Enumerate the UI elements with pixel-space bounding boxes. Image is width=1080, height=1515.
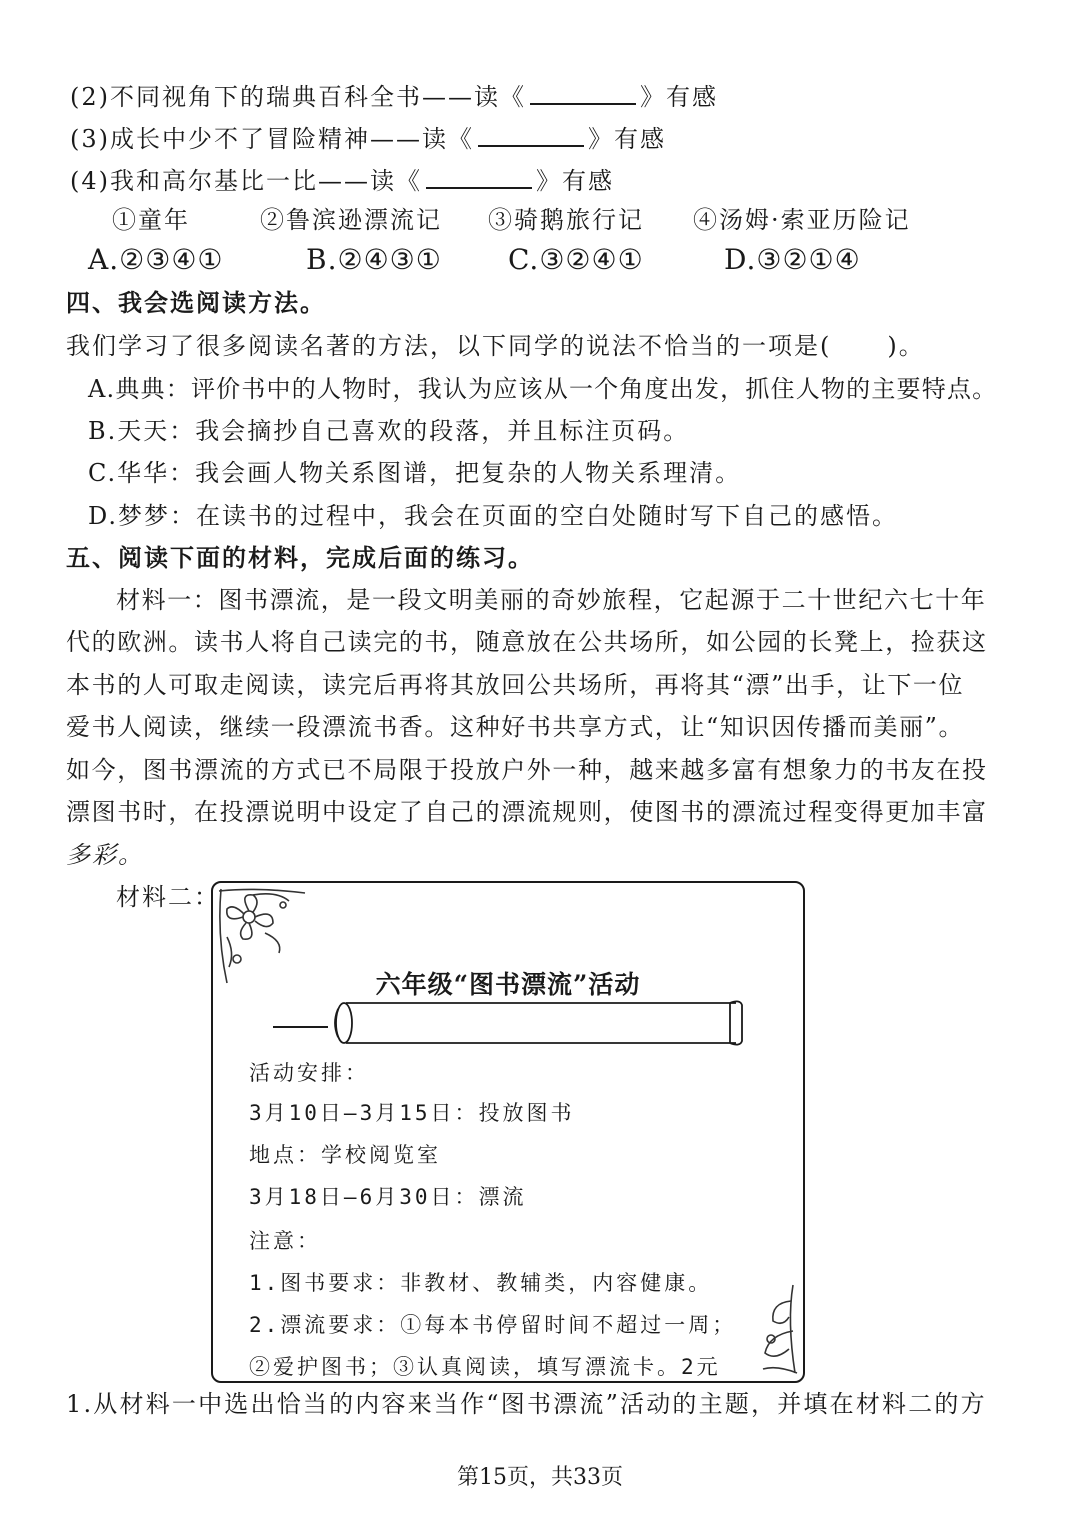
answer-blank[interactable] bbox=[478, 121, 584, 147]
material1-line: 多彩。 bbox=[66, 841, 144, 869]
answer-blank[interactable] bbox=[530, 79, 636, 105]
book-options bbox=[112, 205, 911, 235]
poster-line: 地点：学校阅览室 bbox=[249, 1143, 441, 1167]
book-option: ②鲁滨逊漂流记 bbox=[260, 206, 442, 234]
activity-poster bbox=[211, 881, 805, 1383]
material1-line: 爱书人阅读，继续一段漂流书香。这种好书共享方式，让“知识因传播而美丽”。 bbox=[66, 713, 965, 741]
material1-line: 漂图书时，在投漂说明中设定了自己的漂流规则，使图书的漂流过程变得更加丰富 bbox=[66, 798, 988, 826]
poster-line: ②爱护图书；③认真阅读，填写漂流卡。2元 bbox=[249, 1355, 721, 1379]
poster-line: 3月18日—6月30日：漂流 bbox=[249, 1185, 527, 1209]
question-1: 1.从材料一中选出恰当的内容来当作“图书漂流”活动的主题，并填在材料二的方 bbox=[66, 1390, 987, 1418]
poster-line: 2.漂流要求：①每本书停留时间不超过一周； bbox=[249, 1313, 737, 1337]
section4-heading: 四、我会选阅读方法。 bbox=[66, 288, 326, 317]
theme-blank-line[interactable] bbox=[273, 1026, 328, 1028]
poster-title: 六年级“图书漂流”活动 bbox=[375, 970, 641, 999]
option-d[interactable]: D.梦梦：在读书的过程中，我会在页面的空白处随时写下自己的感悟。 bbox=[88, 502, 899, 530]
option-b[interactable]: B.天天：我会摘抄自己喜欢的段落，并且标注页码。 bbox=[88, 417, 690, 445]
answer-options bbox=[88, 245, 861, 275]
option-c[interactable]: C.华华：我会画人物关系图谱，把复杂的人物关系理清。 bbox=[88, 459, 742, 487]
answer-option-a[interactable]: A.②③④① bbox=[88, 243, 224, 276]
answer-option-d[interactable]: D.③②①④ bbox=[724, 243, 861, 276]
book-option: ③骑鹅旅行记 bbox=[488, 206, 644, 234]
q3-item-2: (2)不同视角下的瑞典百科全书——读《 》有感 bbox=[70, 79, 718, 112]
answer-blank[interactable] bbox=[426, 163, 532, 189]
section5-heading: 五、阅读下面的材料，完成后面的练习。 bbox=[66, 543, 534, 572]
book-option: ④汤姆·索亚历险记 bbox=[693, 206, 911, 234]
material1-line: 材料一：图书漂流，是一段文明美丽的奇妙旅程，它起源于二十世纪六七十年 bbox=[116, 586, 987, 614]
material1-line: 如今，图书漂流的方式已不局限于投放户外一种，越来越多富有想象力的书友在投 bbox=[66, 756, 988, 784]
answer-option-c[interactable]: C.③②④① bbox=[508, 243, 644, 276]
scroll-banner-icon[interactable] bbox=[328, 995, 746, 1047]
option-a[interactable]: A.典典：评价书中的人物时，我认为应该从一个角度出发，抓住人物的主要特点。 bbox=[88, 375, 998, 403]
book-option: ①童年 bbox=[112, 206, 190, 234]
poster-line: 1.图书要求：非教材、教辅类，内容健康。 bbox=[249, 1271, 713, 1295]
answer-option-b[interactable]: B.②④③① bbox=[306, 243, 442, 276]
q3-item-4: (4)我和高尔基比一比——读《 》有感 bbox=[70, 163, 614, 196]
poster-line: 活动安排： bbox=[249, 1061, 369, 1085]
poster-line: 3月10日—3月15日：投放图书 bbox=[249, 1101, 575, 1125]
q3-item-3: (3)成长中少不了冒险精神——读《 》有感 bbox=[70, 121, 666, 154]
material2-label: 材料二： bbox=[116, 883, 220, 911]
page-footer: 第15页，共33页 bbox=[457, 1465, 623, 1490]
poster-line: 注意： bbox=[249, 1229, 321, 1253]
material1-line: 代的欧洲。读书人将自己读完的书，随意放在公共场所，如公园的长凳上，捡获这 bbox=[66, 628, 988, 656]
section4-question: 我们学习了很多阅读名著的方法，以下同学的说法不恰当的一项是( )。 bbox=[66, 332, 925, 360]
vine-ornament-icon bbox=[757, 1281, 801, 1377]
material1-line: 本书的人可取走阅读，读完后再将其放回公共场所，再将其“漂”出手，让下一位 bbox=[66, 671, 965, 699]
